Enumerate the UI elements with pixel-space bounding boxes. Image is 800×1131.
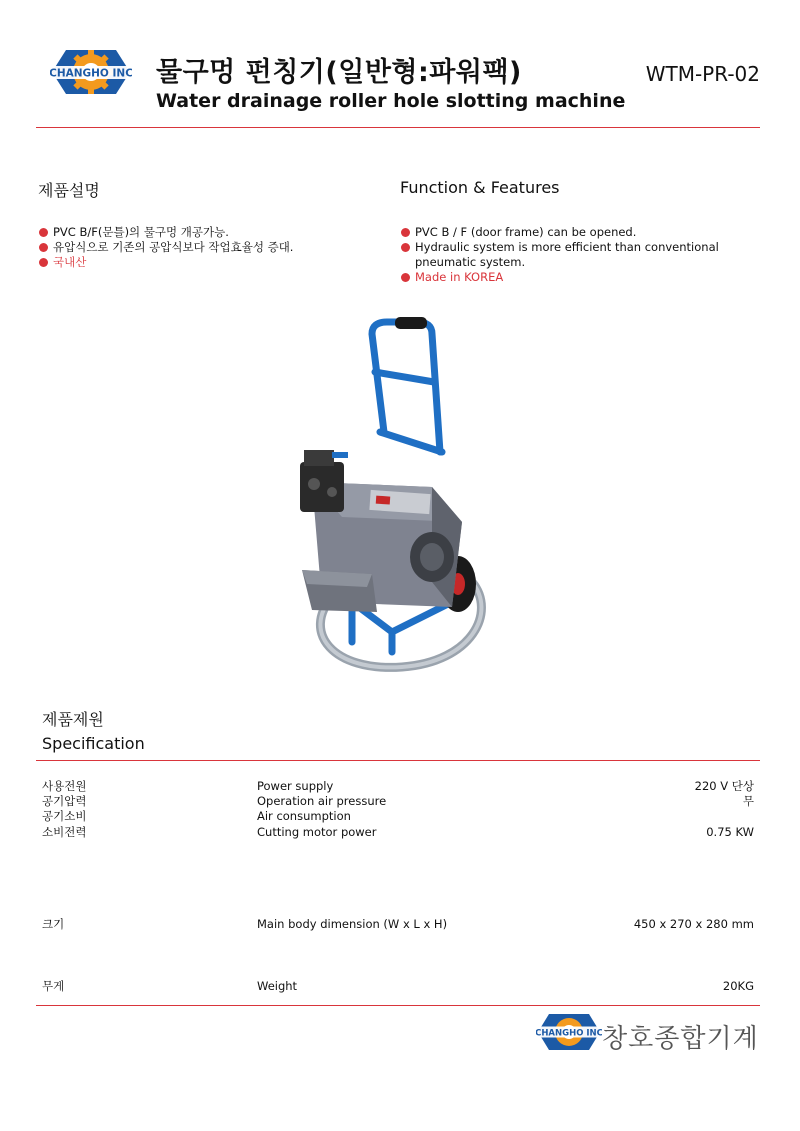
spec-label-english: Power supply [257,779,334,793]
spec-heading [42,708,145,756]
page-title-english: Water drainage roller hole slotting machine [156,90,626,112]
feature-item [400,225,740,240]
model-number: WTM-PR-02 [645,62,760,86]
company-name: 창호종합기계 [602,1024,759,1054]
spec-value: 20KG [722,979,754,993]
feature-text: Made in KOREA [415,270,504,284]
spec-value: 450 x 270 x 280 mm [633,917,754,931]
features-heading-korean: 제품설명 [38,181,100,200]
feature-text: Hydraulic system is more efficient than conventional pneumatic system. [415,240,719,269]
bullet-icon [39,258,48,267]
feature-item [400,270,740,285]
feature-text: PVC B/F(문틀)의 물구멍 개공가능. [53,225,229,239]
bullet-icon [401,273,410,282]
spec-label-english: Air consumption [257,809,351,823]
feature-item [38,255,378,270]
bullet-icon [401,243,410,252]
feature-text: 유압식으로 기존의 공압식보다 작업효율성 증대. [53,240,294,254]
spec-label-english: Weight [257,979,298,993]
spec-row [42,779,754,794]
spec-label-korean: 무게 [42,979,65,993]
feature-item [38,225,378,240]
bullet-icon [39,228,48,237]
spec-label-korean: 사용전원 [42,779,87,793]
spec-label-english: Main body dimension (W x L x H) [257,917,448,931]
spec-label-korean: 소비전력 [42,825,87,839]
spec-label-english: Operation air pressure [257,794,387,808]
spec-row [42,825,754,840]
spec-divider-bottom [36,1005,760,1006]
spec-label-english: Cutting motor power [257,825,377,839]
feature-text: PVC B / F (door frame) can be opened. [415,225,637,239]
spec-value: 220 V 단상 [694,779,754,793]
spec-value: 0.75 KW [706,825,754,839]
logo-text: CHANGHO INC [50,67,132,80]
spec-row [42,917,754,932]
spec-label-korean: 크기 [42,917,65,931]
footer-logo-text: CHANGHO INC [536,1028,602,1039]
footer-logo [536,1012,602,1052]
spec-divider-top [36,760,760,761]
page-title-korean: 물구멍 펀칭기(일반형:파워팩) [156,57,522,88]
bullet-icon [401,228,410,237]
spec-label-korean: 공기소비 [42,809,87,823]
product-image [292,312,498,684]
spec-value: 무 [742,794,754,808]
features-heading-english: Function & Features [400,178,560,197]
spec-row [42,794,754,809]
spec-heading-english: Specification [42,734,145,753]
spec-row [42,979,754,994]
features-list-korean [38,225,378,270]
feature-text: 국내산 [53,255,87,269]
spec-label-korean: 공기압력 [42,794,87,808]
company-logo [50,48,132,96]
features-list-english [400,225,740,285]
header-divider [36,127,760,128]
feature-item [400,240,740,270]
feature-item [38,240,378,255]
spec-row [42,809,754,824]
bullet-icon [39,243,48,252]
spec-heading-korean: 제품제원 [42,710,104,729]
